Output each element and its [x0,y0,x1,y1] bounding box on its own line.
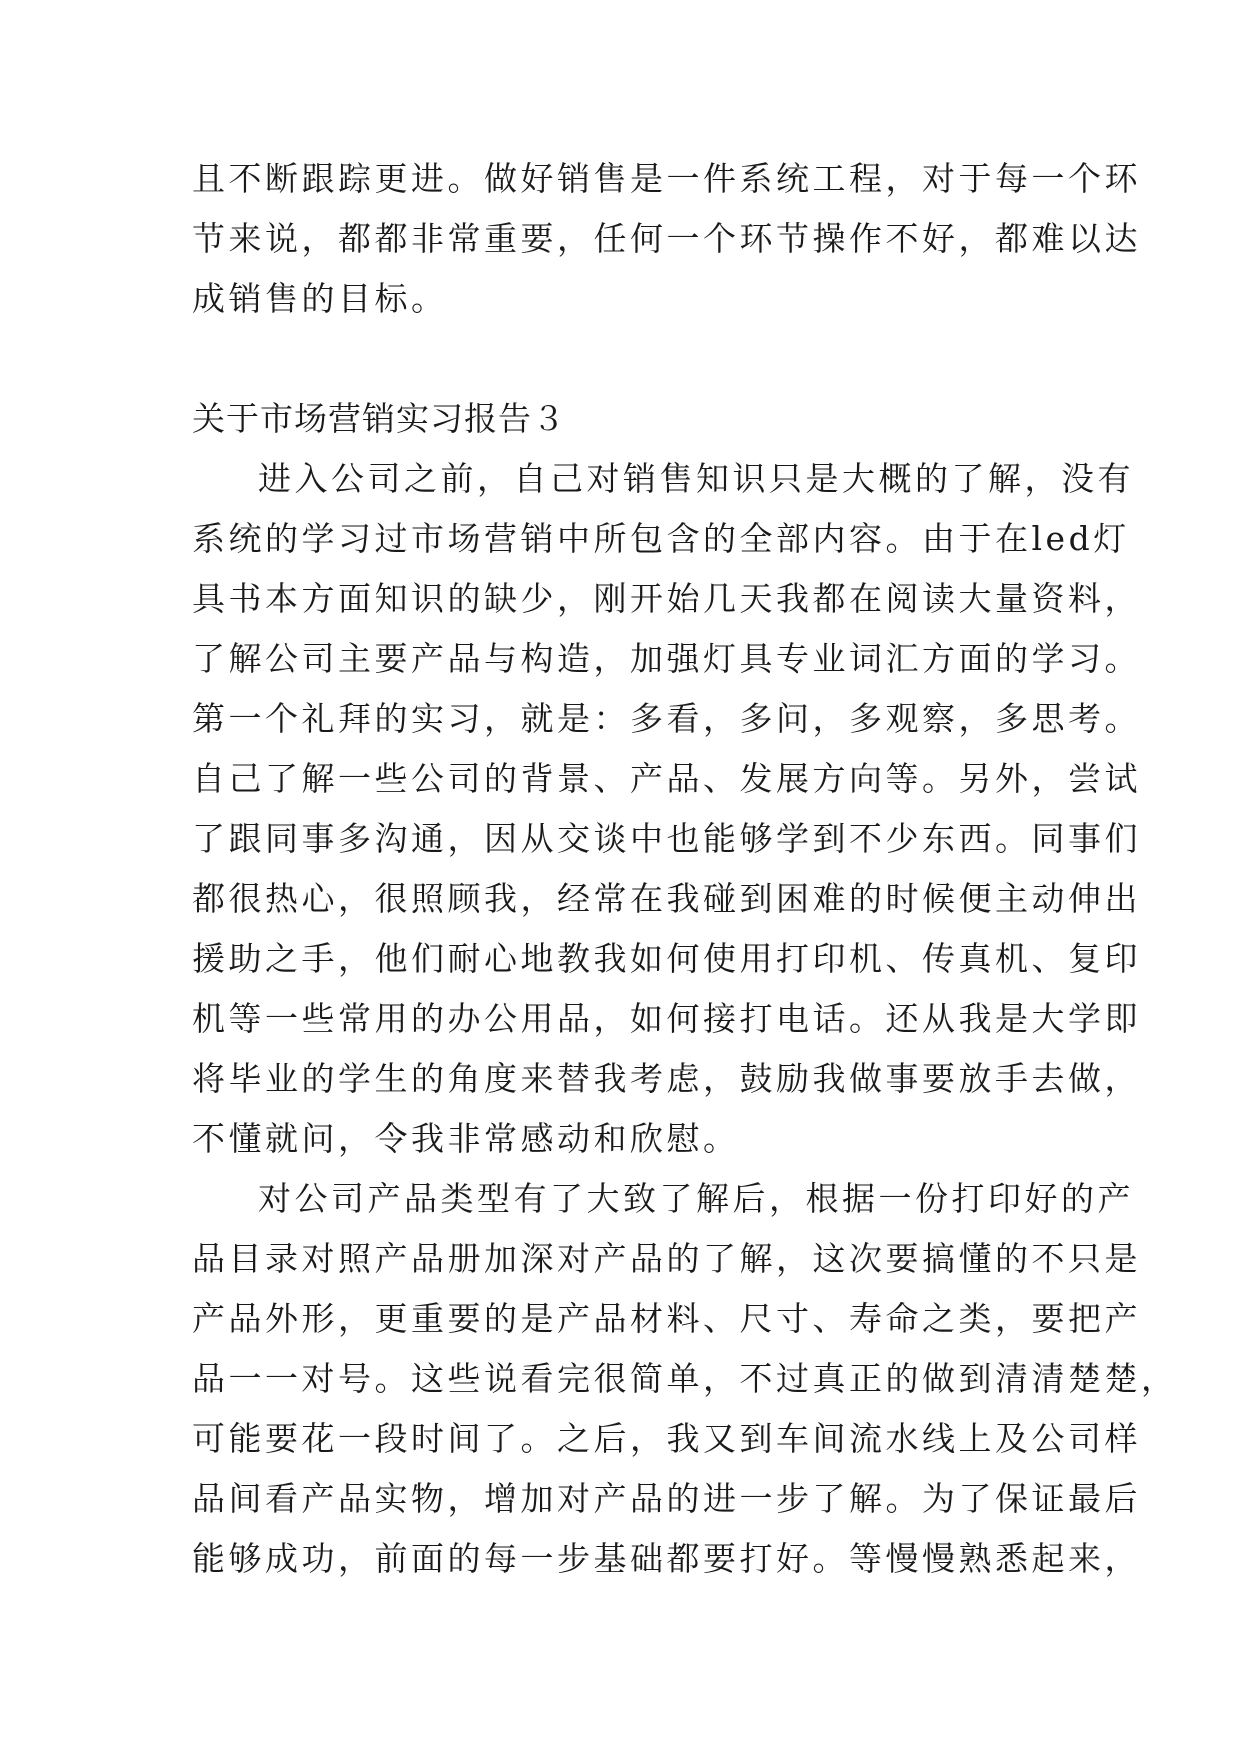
text-line: 产品外形，更重要的是产品材料、尺寸、寿命之类，要把产 [192,1299,1141,1338]
section-title: 关于市场营销实习报告３ [192,399,566,438]
text-line: 具书本方面知识的缺少，刚开始几天我都在阅读大量资料， [192,579,1141,618]
text-line: 将毕业的学生的角度来替我考虑，鼓励我做事要放手去做， [192,1059,1141,1098]
text-line: 可能要花一段时间了。之后，我又到车间流水线上及公司样 [192,1419,1141,1458]
text-line: 都很热心，很照顾我，经常在我碰到困难的时候便主动伸出 [192,879,1141,918]
text-line: 不懂就问，令我非常感动和欣慰。 [192,1119,740,1158]
text-line: 自己了解一些公司的背景、产品、发展方向等。另外，尝试 [192,759,1141,798]
text-line: 品目录对照产品册加深对产品的了解，这次要搞懂的不只是 [192,1239,1141,1278]
text-line: 进入公司之前，自己对销售知识只是大概的了解，没有 [258,459,1134,498]
text-line: 了跟同事多沟通，因从交谈中也能够学到不少东西。同事们 [192,819,1141,858]
text-line: 第一个礼拜的实习，就是：多看，多问，多观察，多思考。 [192,699,1141,738]
text-line: 且不断跟踪更进。做好销售是一件系统工程，对于每一个环 [192,159,1141,198]
text-line: 节来说，都都非常重要，任何一个环节操作不好，都难以达 [192,219,1141,258]
text-line: 了解公司主要产品与构造，加强灯具专业词汇方面的学习。 [192,639,1141,678]
text-line: 品间看产品实物，增加对产品的进一步了解。为了保证最后 [192,1479,1141,1518]
text-line: 系统的学习过市场营销中所包含的全部内容。由于在led灯 [192,519,1130,558]
text-line: 能够成功，前面的每一步基础都要打好。等慢慢熟悉起来， [192,1539,1141,1578]
text-line: 援助之手，他们耐心地教我如何使用打印机、传真机、复印 [192,939,1141,978]
text-line: 成销售的目标。 [192,279,448,318]
text-line: 品一一对号。这些说看完很简单，不过真正的做到清清楚楚， [192,1359,1178,1398]
text-line: 对公司产品类型有了大致了解后，根据一份打印好的产 [258,1179,1134,1218]
text-line: 机等一些常用的办公用品，如何接打电话。还从我是大学即 [192,999,1141,1038]
